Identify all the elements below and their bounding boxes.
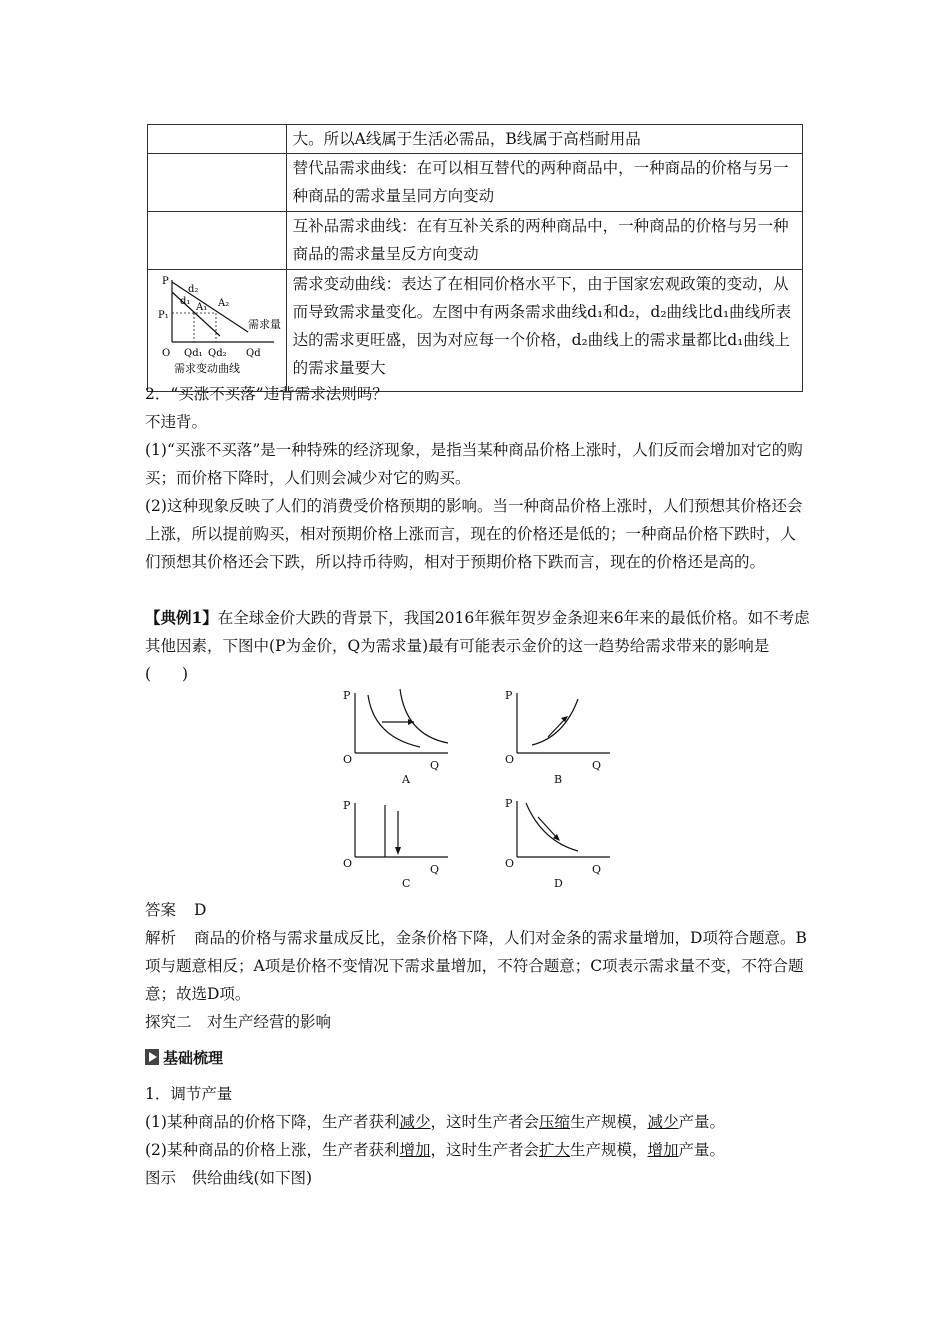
demand-curve-1 xyxy=(368,695,420,747)
demand-curve-2 xyxy=(400,689,448,743)
blank-answer: 压缩 xyxy=(539,1113,571,1131)
table-row xyxy=(148,212,803,270)
p-axis-label: P xyxy=(343,799,351,812)
example-text: 在全球金价大跌的背景下，我国2016年猴年贺岁金条迎来6年来的最低价格。如不考虑其他因素，下图中(P为金价，Q为需求量)最有可能表示金价的这一趋势给需求带来的影响是( ) xyxy=(145,609,810,683)
supply-line-2: (2)某种商品的价格上涨，生产者获利增加，这时生产者会扩大生产规模，增加产量。 xyxy=(145,1141,726,1159)
p-axis-label: P xyxy=(505,797,513,810)
p-axis-label: P xyxy=(162,276,169,287)
q-axis-label: Q xyxy=(592,759,602,772)
demand-curve xyxy=(526,803,578,851)
curve-label: 需求量 xyxy=(248,318,281,331)
answer-value: D xyxy=(194,901,207,919)
answer-line xyxy=(145,896,810,924)
d1-label: d₁ xyxy=(180,296,191,307)
qd1-label: Qd₁ xyxy=(184,348,203,359)
graph-d xyxy=(502,795,627,895)
graph-label: C xyxy=(402,877,411,890)
concept-table xyxy=(147,124,803,392)
answer-point-2: (2)这种现象反映了人们的消费受价格预期的影响。当一种商品价格上涨时，人们预想其价格还会上涨，所以提前购买，相对预期价格上涨而言，现在的价格还是低的；一种商品价格下跌时，人们预想其价格还会下跌，所以持币待购，相对于预期价格下跌而言，现在的价格还是高的。 xyxy=(145,497,803,571)
q-axis-label: Q xyxy=(430,863,440,876)
origin-label: O xyxy=(162,348,171,359)
supply-curve xyxy=(532,699,578,745)
table-cell: 互补品需求曲线：在有互补关系的两种商品中，一种商品的价格与另一种商品的需求量呈反方向变动 xyxy=(286,212,802,270)
section-heading xyxy=(145,1047,223,1067)
graph-label: B xyxy=(554,773,563,785)
q-axis-label: Q xyxy=(592,863,602,876)
origin-label: O xyxy=(505,753,515,766)
graph-b xyxy=(502,685,627,785)
table-cell: 需求变动曲线：表达了在相同价格水平下，由于国家宏观政策的变动，从而导致需求量变化。左图中有两条需求曲线d₁和d₂，d₂曲线比d₁曲线所表达的需求更旺盛，因为对应每一个价格，d₂曲线上的需求量都比d₁曲线上的需求量要大 xyxy=(286,270,802,392)
table-row xyxy=(148,154,803,212)
explore-title: 探究二 对生产经营的影响 xyxy=(145,1013,332,1031)
origin-label: O xyxy=(343,857,353,870)
table-row xyxy=(148,125,803,154)
answer-point-1: (1)“买涨不买落”是一种特殊的经济现象，是指当某种商品价格上涨时，人们反而会增加对它的购买；而价格下降时，人们则会减少对它的购买。 xyxy=(145,441,803,487)
analysis-text: 商品的价格与需求量成反比，金条价格下降，人们对金条的需求量增加，D项符合题意。B项与题意相反；A项是价格不变情况下需求量增加，不符合题意；C项表示需求量不变，不符合题意；故选D项。 xyxy=(145,929,807,1003)
section-heading-text: 基础梳理 xyxy=(163,1048,224,1067)
item-title: 1．调节产量 xyxy=(145,1085,233,1103)
supply-line-1: (1)某种商品的价格下降，生产者获利减少，这时生产者会压缩生产规模，减少产量。 xyxy=(145,1113,726,1131)
blank-answer: 扩大 xyxy=(539,1141,571,1159)
analysis-paragraph xyxy=(145,924,810,1008)
example-paragraph xyxy=(145,604,810,688)
p1-label: P₁ xyxy=(158,310,169,321)
blank-answer: 增加 xyxy=(647,1141,679,1159)
analysis-label: 解析 xyxy=(145,929,177,947)
graph-label: A xyxy=(402,773,410,785)
trend-arrow xyxy=(548,718,566,737)
origin-label: O xyxy=(343,753,353,766)
q-axis-label: Q xyxy=(430,759,440,772)
graph-label: D xyxy=(554,877,563,890)
a1-label: A₁ xyxy=(196,302,208,313)
blank-answer: 减少 xyxy=(399,1113,431,1131)
answer-label: 答案 xyxy=(145,901,177,919)
play-icon xyxy=(145,1049,159,1065)
origin-label: O xyxy=(505,857,515,870)
table-cell: 大。所以A线属于生活必需品，B线属于高档耐用品 xyxy=(286,125,802,154)
d2-curve xyxy=(172,282,248,332)
qd-label: Qd xyxy=(246,348,261,359)
blank-answer: 增加 xyxy=(399,1141,431,1159)
d2-label: d₂ xyxy=(188,284,199,295)
p-axis-label: P xyxy=(343,689,351,702)
figure-note: 图示 供给曲线(如下图) xyxy=(145,1169,313,1187)
graph-c xyxy=(340,795,465,895)
chart-caption: 需求变动曲线 xyxy=(174,362,240,375)
a2-label: A₂ xyxy=(218,298,230,309)
demand-shift-figure-cell xyxy=(148,270,287,392)
p-axis-label: P xyxy=(505,689,513,702)
blank-answer: 减少 xyxy=(647,1113,679,1131)
table-row xyxy=(148,270,803,392)
qd2-label: Qd₂ xyxy=(208,348,227,359)
question-answer: 不违背。 xyxy=(145,413,208,431)
example-tag: 【典例1】 xyxy=(145,608,218,627)
question-title: 2．“买涨不买落”违背需求法则吗？ xyxy=(145,385,388,403)
graph-a xyxy=(340,685,465,785)
table-cell: 替代品需求曲线：在可以相互替代的两种商品中，一种商品的价格与另一种商品的需求量呈同方向变动 xyxy=(286,154,802,212)
demand-shift-chart xyxy=(148,270,285,382)
